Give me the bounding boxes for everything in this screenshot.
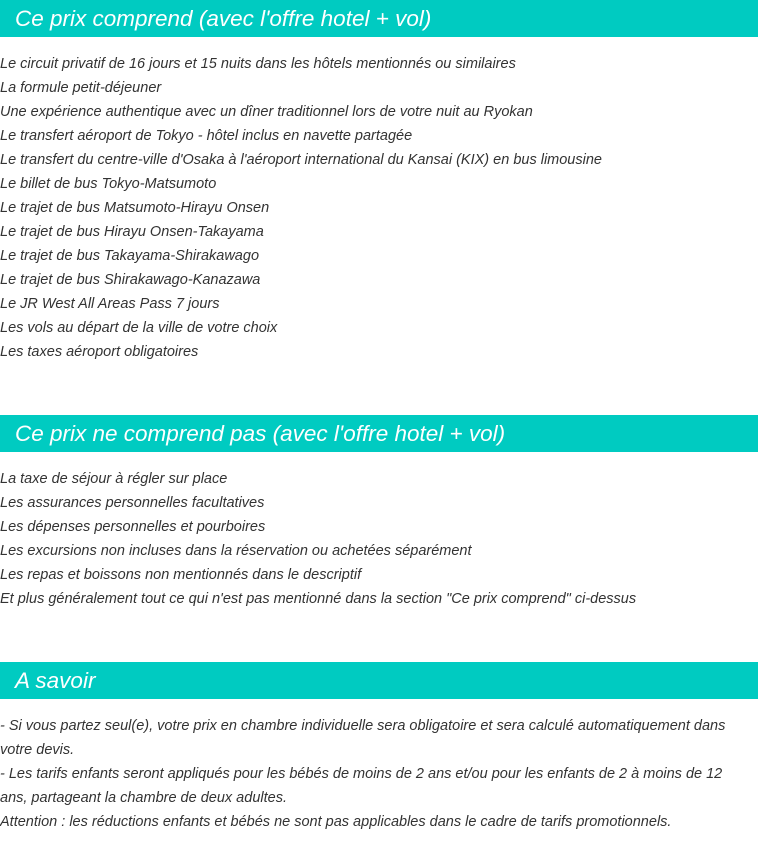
included-item: Une expérience authentique avec un dîner traditionnel lors de votre nuit au Ryokan <box>0 104 533 120</box>
included-item: Le transfert aéroport de Tokyo - hôtel inclus en navette partagée <box>0 128 413 144</box>
included-item: Le trajet de bus Shirakawago-Kanazawa <box>0 272 261 288</box>
included-item: Le trajet de bus Takayama-Shirakawago <box>0 248 260 264</box>
not-included-item: La taxe de séjour à régler sur place <box>0 471 228 487</box>
not-included-item: Les repas et boissons non mentionnés dans le descriptif <box>0 567 362 583</box>
included-item: Le trajet de bus Matsumoto-Hirayu Onsen <box>0 200 270 216</box>
not-included-item: Les assurances personnelles facultatives <box>0 495 265 511</box>
not-included-list <box>0 467 758 611</box>
included-list <box>0 52 758 364</box>
included-item: Le trajet de bus Hirayu Onsen-Takayama <box>0 224 264 240</box>
included-item: Le circuit privatif de 16 jours et 15 nuits dans les hôtels mentionnés ou similaires <box>0 56 516 72</box>
note-paragraph: - Les tarifs enfants seront appliqués pour les bébés de moins de 2 ans et/ou pour les enfants de 2 à moins de 12 ans, partageant la chambre de deux adultes. <box>0 766 723 806</box>
a-savoir-section-title: A savoir <box>0 662 758 699</box>
included-item: Le billet de bus Tokyo-Matsumoto <box>0 176 217 192</box>
included-item: La formule petit-déjeuner <box>0 80 162 96</box>
included-item: Le transfert du centre-ville d'Osaka à l'aéroport international du Kansai (KIX) en bus limousine <box>0 152 602 168</box>
note-paragraph: Attention : les réductions enfants et bébés ne sont pas applicables dans le cadre de tarifs promotionnels. <box>0 814 672 830</box>
note-paragraph: - Si vous partez seul(e), votre prix en chambre individuelle sera obligatoire et sera calculé automatiquement dans votre devis. <box>0 718 726 758</box>
a-savoir-notes <box>0 714 752 834</box>
not-included-item: Et plus généralement tout ce qui n'est pas mentionné dans la section "Ce prix comprend" ci-dessus <box>0 591 637 607</box>
not-included-section-title: Ce prix ne comprend pas (avec l'offre hotel + vol) <box>0 415 758 452</box>
included-section-title: Ce prix comprend (avec l'offre hotel + vol) <box>0 0 758 37</box>
not-included-item: Les dépenses personnelles et pourboires <box>0 519 266 535</box>
included-item: Les taxes aéroport obligatoires <box>0 344 199 360</box>
included-item: Les vols au départ de la ville de votre choix <box>0 320 278 336</box>
not-included-item: Les excursions non incluses dans la réservation ou achetées séparément <box>0 543 472 559</box>
included-item: Le JR West All Areas Pass 7 jours <box>0 296 220 312</box>
